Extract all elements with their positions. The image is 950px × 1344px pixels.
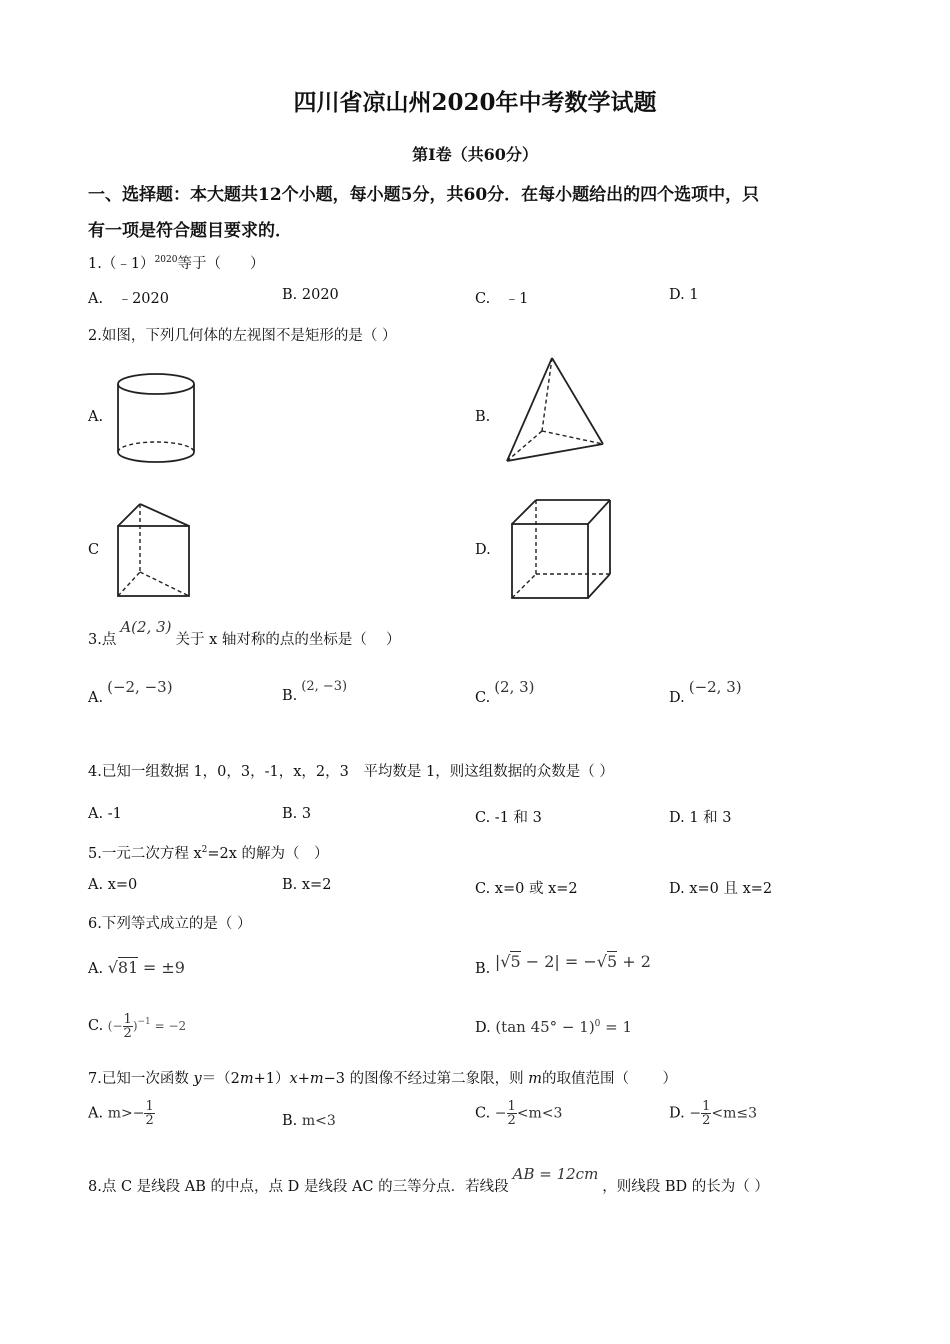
q2-option-a-label: A. xyxy=(88,409,104,425)
question-3-stem: 3.点A(2, 3)关于 x 轴对称的点的坐标是（ ） xyxy=(88,618,401,648)
cube-figure xyxy=(508,498,614,602)
q4-option-b: B. 3 xyxy=(282,806,312,822)
question-1-stem: 1.（﹣1）$^{2020}$等于（ ） xyxy=(88,255,265,272)
question-2-stem: 2.如图，下列几何体的左视图不是矩形的是（ ） xyxy=(88,328,397,344)
question-7-stem: 7.已知一次函数 y＝（2m+1）x+m−3 的图像不经过第二象限，则 m的取值范围（ ） xyxy=(88,1071,678,1087)
q2-option-d-label: D. xyxy=(475,542,491,558)
triangular-prism-figure xyxy=(112,500,197,602)
q4-option-d: D. 1 和 3 xyxy=(669,810,732,826)
q3-option-c: C.(2, 3) xyxy=(475,678,535,706)
q5-option-b: B. x=2 xyxy=(282,877,332,893)
question-5-stem: 5.一元二次方程 $x^2=2x$ 的解为（ ） xyxy=(88,845,329,862)
q7-option-d: D. − $\frac{1}{2}$ <m≤3 xyxy=(669,1099,757,1128)
question-8-stem: 8.点 C 是线段 AB 的中点，点 D 是线段 AC 的三等分点．若线段AB = 12cm，则线段 BD 的长为（ ） xyxy=(88,1165,769,1195)
q6-option-d: D. (tan 45° − 1)$^0$ = 1 xyxy=(475,1018,633,1036)
question-6-stem: 6.下列等式成立的是（ ） xyxy=(88,916,252,932)
page-title: 四川省凉山州2020年中考数学试题 xyxy=(293,89,657,116)
q7-option-b: B. m<3 xyxy=(282,1113,336,1129)
q5-option-d: D. x=0 且 x=2 xyxy=(669,881,773,897)
tetrahedron-figure xyxy=(500,355,610,467)
question-4-stem: 4.已知一组数据 1，0，3，-1，x，2，3 平均数是 1，则这组数据的众数是（ ） xyxy=(88,764,614,780)
point-a-expression: A(2, 3) xyxy=(120,618,172,636)
q1-option-b: B. 2020 xyxy=(282,287,339,303)
q4-option-a: A. -1 xyxy=(88,806,122,822)
q3-option-a: A.(−2, −3) xyxy=(88,678,173,706)
q7-option-a: A. m>− $\frac{1}{2}$ xyxy=(88,1099,154,1128)
q7-option-c: C. − $\frac{1}{2}$ <m<3 xyxy=(475,1099,563,1128)
q6-option-b: B. |√5 − 2| = −√5 + 2 xyxy=(475,952,651,977)
section-heading-line1: 一、选择题：本大题共12个小题，每小题5分，共60分．在每小题给出的四个选项中，只 xyxy=(88,185,760,205)
q5-option-a: A. x=0 xyxy=(88,877,138,893)
q1-option-a: A. ﹣2020 xyxy=(88,291,169,307)
section-heading-line2: 有一项是符合题目要求的． xyxy=(88,221,292,241)
q6-option-a: A. √81 = ±9 xyxy=(88,958,185,977)
q2-option-c-label: C xyxy=(88,542,100,558)
q2-option-b-label: B. xyxy=(475,409,491,425)
q1-option-d: D. 1 xyxy=(669,287,699,303)
q3-option-d: D.(−2, 3) xyxy=(669,678,742,706)
q4-option-c: C. -1 和 3 xyxy=(475,810,542,826)
q1-option-c: C. ﹣1 xyxy=(475,291,529,307)
q6-option-c: C. (− $\frac{1}{2}$ )$^{-1}$ = −2 xyxy=(88,1012,187,1041)
ab-length-expression: AB = 12cm xyxy=(512,1165,599,1183)
q3-option-b: B.(2, −3) xyxy=(282,679,348,704)
cylinder-figure xyxy=(112,370,202,470)
exponent: 2020 xyxy=(154,255,178,265)
page-subtitle: 第Ⅰ卷（共60分） xyxy=(412,145,538,164)
q5-option-c: C. x=0 或 x=2 xyxy=(475,881,578,897)
exponent: 2 xyxy=(201,845,208,855)
